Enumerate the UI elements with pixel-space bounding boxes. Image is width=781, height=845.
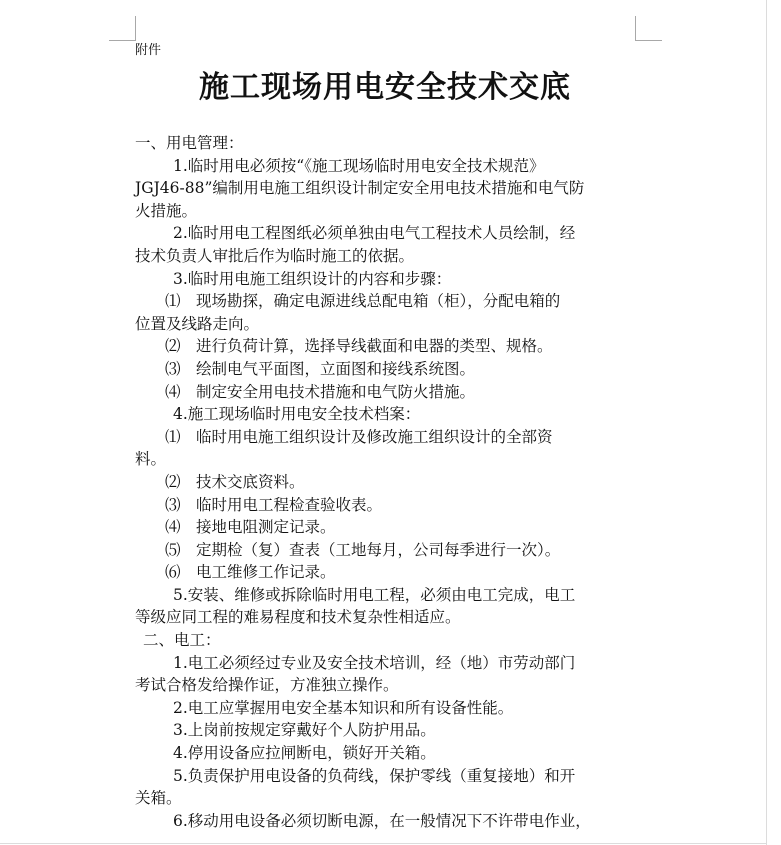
- list-item: ⑵ 进行负荷计算，选择导线截面和电器的类型、规格。: [165, 337, 553, 356]
- page-right-edge: [766, 0, 767, 845]
- list-item: ⑸ 定期检（复）查表（工地每月，公司每季进行一次）。: [165, 540, 561, 559]
- list-item: ⑴ 现场勘探，确定电源进线总配电箱（柜），分配电箱的: [165, 292, 561, 311]
- paragraph-line: 5.安装、维修或拆除临时用电工程，必须由电工完成，电工: [173, 585, 576, 604]
- list-item: ⑷ 接地电阻测定记录。: [165, 518, 336, 537]
- paragraph-line: 等级应同工程的难易程度和技术复杂性相适应。: [135, 608, 461, 627]
- margin-corner-top-left: [109, 16, 136, 41]
- paragraph-line: 2.电工应掌握用电安全基本知识和所有设备性能。: [173, 698, 514, 717]
- list-item: ⑵ 技术交底资料。: [165, 472, 305, 491]
- document-title: 施工现场用电安全技术交底: [199, 70, 571, 105]
- paragraph-line: 5.负责保护用电设备的负荷线，保护零线（重复接地）和开: [173, 766, 576, 785]
- list-item: ⑴ 临时用电施工组织设计及修改施工组织设计的全部资: [165, 427, 553, 446]
- paragraph-line: 1.电工必须经过专业及安全技术培训，经（地）市劳动部门: [173, 653, 576, 672]
- document-body: [135, 132, 635, 832]
- paragraph-line: 技术负责人审批后作为临时施工的依据。: [135, 246, 415, 265]
- paragraph-line: 2.临时用电工程图纸必须单独由电气工程技术人员绘制，经: [173, 224, 576, 243]
- attachment-label: 附件: [135, 43, 162, 58]
- paragraph-line: 火措施。: [135, 201, 198, 220]
- paragraph-line: 料。: [135, 450, 167, 469]
- list-item: ⑶ 临时用电工程检查验收表。: [165, 495, 383, 514]
- paragraph-line: 1.临时用电必须按“《施工现场临时用电安全技术规范》: [173, 156, 545, 175]
- paragraph-line: 考试合格发给操作证，方准独立操作。: [135, 676, 399, 695]
- paragraph-line: 位置及线路走向。: [135, 314, 260, 333]
- paragraph-line: 关箱。: [135, 789, 182, 808]
- paragraph-line: 4.停用设备应拉闸断电，锁好开关箱。: [173, 744, 436, 763]
- page-bottom-edge: [0, 843, 766, 844]
- paragraph-line: 3.临时用电施工组织设计的内容和步骤：: [173, 269, 452, 288]
- paragraph-line: JGJ46-88”编制用电施工组织设计制定安全用电技术措施和电气防: [135, 179, 585, 198]
- list-item: ⑹ 电工维修工作记录。: [165, 563, 336, 582]
- list-item: ⑶ 绘制电气平面图，立面图和接线系统图。: [165, 359, 476, 378]
- section-heading: 一、用电管理：: [135, 134, 244, 152]
- paragraph-line: 3.上岗前按规定穿戴好个人防护用品。: [173, 721, 436, 740]
- paragraph-line: 4.施工现场临时用电安全技术档案：: [173, 405, 421, 424]
- margin-corner-top-right: [635, 16, 662, 41]
- paragraph-line: 6.移动用电设备必须切断电源，在一般情况下不许带电作业，: [173, 811, 591, 830]
- list-item: ⑷ 制定安全用电技术措施和电气防火措施。: [165, 382, 476, 401]
- section-heading: 二、电工：: [143, 631, 221, 650]
